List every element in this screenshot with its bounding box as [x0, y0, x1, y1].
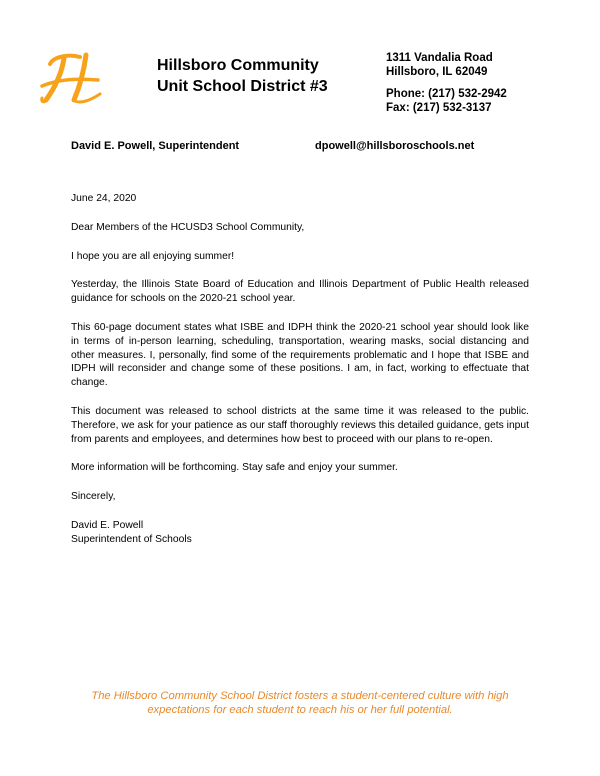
superintendent-name: David E. Powell, Superintendent: [71, 140, 240, 152]
letter-date: June 24, 2020: [71, 193, 137, 204]
address-line2: Hillsboro, IL 62049: [386, 65, 488, 78]
district-name-line2: Unit School District #3: [157, 78, 328, 95]
letter-salutation: Dear Members of the HCUSD3 School Community,: [71, 221, 305, 233]
letter-body: [71, 192, 529, 547]
motto-line1: The Hillsboro Community School District fosters a student-centered culture with high: [91, 690, 509, 702]
superintendent-email: dpowell@hillsboroschools.net: [315, 140, 475, 152]
letter-paragraph: This document was released to school districts at the same time it was released to the public. Therefore, we ask for your patience as our staff thoroughly reviews this detailed guidance, gets input from parents and employees, and determines how best to proceed with our plans to re-open.: [71, 405, 529, 445]
letter-paragraph: This 60-page document states what ISBE and IDPH think the 2020-21 school year should look like in terms of in-person learning, scheduling, transportation, wearing masks, social distancing and other measures. I, personally, find some of the requirements problematic and I hope that ISBE and IDPH will reconsider and change some of these positions. I am, in fact, working to effectuate that change.: [71, 321, 529, 389]
phone-number: Phone: (217) 532-2942: [386, 88, 507, 100]
district-name: [157, 55, 328, 97]
district-name-line1: Hillsboro Community: [157, 57, 319, 74]
district-motto: [70, 689, 530, 717]
script-h-monogram-logo: [40, 50, 106, 106]
motto-line2: expectations for each student to reach his or her full potential.: [147, 704, 453, 716]
address-line1: 1311 Vandalia Road: [386, 52, 493, 64]
contact-block: [386, 52, 507, 115]
letter-paragraph: Yesterday, the Illinois State Board of Education and Illinois Department of Public Health released guidance for schools on the 2020-21 school year.: [71, 279, 529, 305]
fax-number: Fax: (217) 532-3137: [386, 101, 492, 114]
letter-paragraph: I hope you are all enjoying summer!: [71, 250, 235, 262]
letter-paragraph: More information will be forthcoming. Stay safe and enjoy your summer.: [71, 462, 398, 474]
letter-closing: Sincerely,: [71, 491, 116, 503]
signature-block: [71, 519, 529, 547]
signer-name: David E. Powell: [71, 519, 144, 531]
signer-title: Superintendent of Schools: [71, 533, 192, 545]
